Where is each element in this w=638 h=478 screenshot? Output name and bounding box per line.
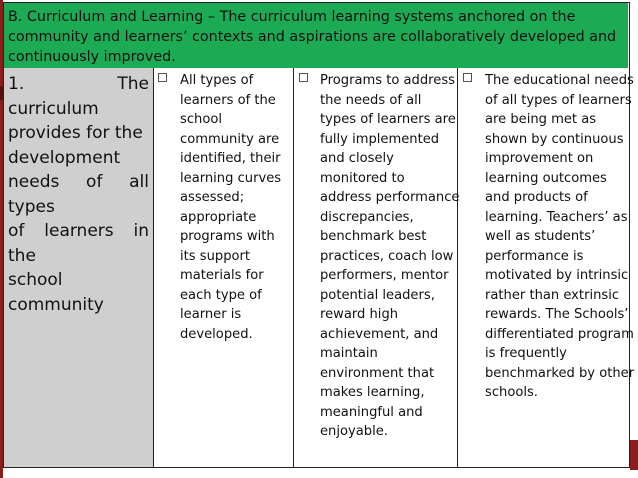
level-line: appropriate [180, 209, 257, 225]
checkbox-square-icon [299, 73, 308, 82]
level-line: benchmark best [320, 229, 427, 244]
level-line: meaningful and [320, 404, 423, 420]
level-line: types of learners are [320, 112, 456, 127]
level-line: motivated by intrinsic [485, 268, 629, 283]
level-line: and closely [320, 151, 394, 166]
level-2-cell [294, 68, 458, 467]
level-line: discrepancies, [320, 209, 414, 225]
level-3-description [485, 71, 634, 403]
header-line: B. Curriculum and Learning – The curriculum learning systems anchored on the [8, 9, 576, 25]
level-line: school [180, 112, 222, 127]
level-line: community are [180, 131, 280, 147]
level-line: enjoyable. [320, 424, 388, 439]
level-line: achievement, and [320, 326, 439, 342]
level-line: learner is [180, 307, 242, 322]
level-line: The educational needs [485, 73, 634, 88]
level-line: makes learning, [320, 385, 425, 400]
indicator-cell [4, 68, 154, 467]
level-line: are being met as [485, 112, 597, 127]
level-3-cell [458, 68, 635, 467]
level-line: environment that [320, 365, 435, 381]
level-line: schools. [485, 385, 538, 400]
level-line: materials for [180, 268, 264, 283]
level-line: practices, coach low [320, 248, 454, 264]
indicator-line: of learners in the [8, 221, 149, 266]
level-line: its support [180, 248, 251, 264]
level-line: maintain [320, 346, 378, 361]
level-line: learning curves [180, 170, 282, 186]
level-line: well as students’ [485, 229, 596, 244]
level-line: monitored to [320, 170, 405, 186]
indicator-line: 1. The curriculum [8, 74, 149, 119]
level-line: each type of [180, 287, 262, 303]
indicator-text [4, 68, 153, 317]
level-line: performance is [485, 248, 584, 264]
level-line: shown by continuous [485, 131, 624, 147]
level-line: learners of the [180, 92, 276, 108]
level-line: All types of [180, 73, 254, 88]
level-line: identified, their [180, 151, 281, 166]
slide-accent-right [630, 440, 638, 470]
indicator-line: needs of all types [8, 172, 149, 217]
section-header [4, 3, 628, 68]
level-line: programs with [180, 229, 275, 244]
level-line: the needs of all [320, 92, 422, 108]
level-line: Programs to address [320, 73, 455, 88]
level-line: is frequently [485, 346, 567, 361]
level-line: differentiated program [485, 326, 634, 342]
level-line: rather than extrinsic [485, 287, 620, 303]
level-line: reward high [320, 307, 399, 322]
indicator-line: school [8, 270, 63, 290]
indicator-line: development [8, 147, 121, 168]
level-line: learning. Teachers’ as [485, 209, 628, 225]
level-line: performers, mentor [320, 268, 449, 283]
level-2-description [320, 71, 459, 442]
level-1-description [180, 71, 281, 344]
level-line: address performance [320, 190, 460, 205]
rubric-table [3, 2, 635, 468]
level-line: rewards. The Schools’ [485, 307, 629, 322]
level-line: and products of [485, 190, 588, 205]
level-line: of all types of learners [485, 92, 632, 108]
level-line: benchmarked by other [485, 365, 635, 381]
indicator-line: provides for the [8, 123, 143, 143]
level-line: potential leaders, [320, 287, 435, 303]
checkbox-square-icon [463, 73, 472, 82]
level-line: fully implemented [320, 131, 440, 147]
level-1-cell [154, 68, 294, 467]
level-line: learning outcomes [485, 170, 607, 186]
level-line: developed. [180, 326, 253, 342]
level-line: assessed; [180, 190, 245, 205]
level-line: improvement on [485, 151, 594, 166]
indicator-line: community [8, 294, 104, 315]
header-line: community and learners’ contexts and aspirations are collaboratively developed and [8, 29, 617, 45]
header-line: continuously improved. [8, 49, 176, 65]
checkbox-square-icon [158, 73, 167, 82]
